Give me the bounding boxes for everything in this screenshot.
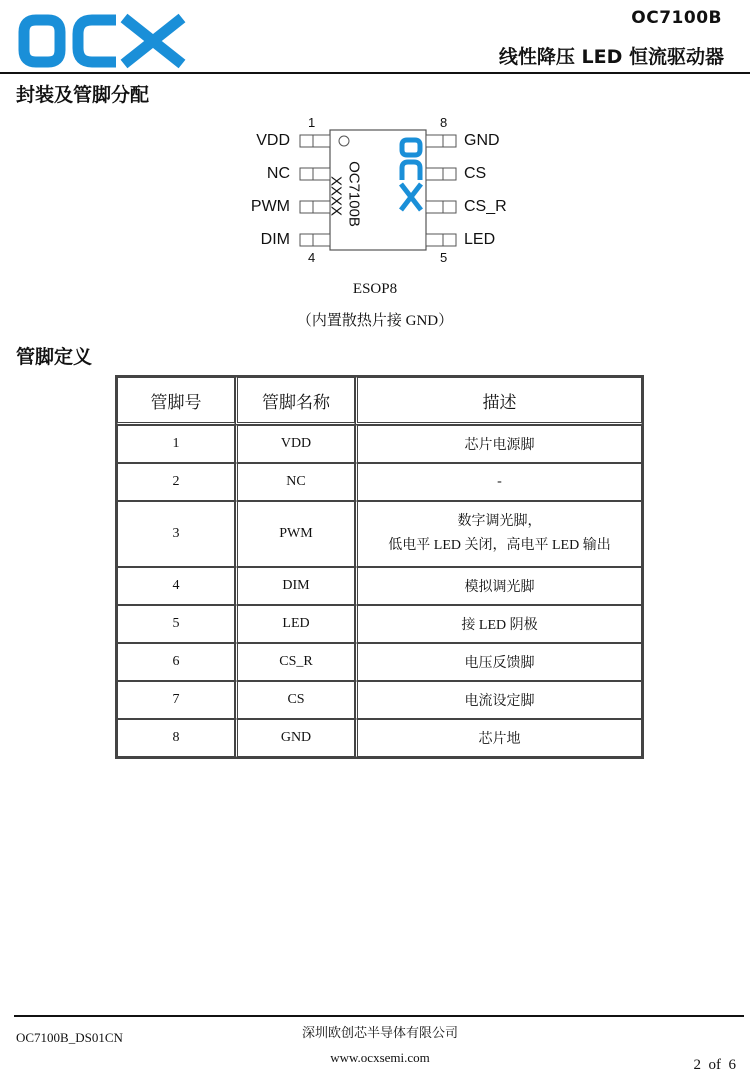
column-header-description: 描述 bbox=[355, 377, 642, 425]
pin-description-cell: 接 LED 阴极 bbox=[355, 605, 642, 643]
pin-number-cell: 4 bbox=[117, 567, 235, 605]
pin-description-cell: 芯片电源脚 bbox=[355, 425, 642, 463]
pin-number-1: 1 bbox=[308, 115, 316, 130]
package-note: （内置散热片接 GND） bbox=[296, 313, 454, 329]
pin-description-cell: 电流设定脚 bbox=[355, 681, 642, 719]
pin-description-line-2: 低电平 LED 关闭，高电平 LED 输出 bbox=[388, 538, 611, 553]
company-name: 深圳欧创芯半导体有限公司 bbox=[301, 1026, 458, 1041]
package-diagram bbox=[240, 112, 520, 272]
pin-label-cs-r: CS_R bbox=[464, 198, 507, 215]
pin-label-dim: DIM bbox=[260, 231, 290, 248]
table-row bbox=[117, 463, 642, 501]
pin-name-cell: GND bbox=[235, 719, 355, 757]
document-code: OC7100B_DS01CN bbox=[16, 1030, 123, 1045]
pin-number-cell: 6 bbox=[117, 643, 235, 681]
pin-number-cell: 7 bbox=[117, 681, 235, 719]
pin-label-pwm: PWM bbox=[250, 198, 290, 215]
column-header-pin-name: 管脚名称 bbox=[235, 377, 355, 425]
ocx-logo bbox=[18, 12, 188, 70]
table-row bbox=[117, 605, 642, 643]
pin-description-cell: 模拟调光脚 bbox=[355, 567, 642, 605]
chip-marking-lot: XXXX bbox=[327, 175, 345, 217]
pin-name-cell: VDD bbox=[235, 425, 355, 463]
pin-name-cell: CS bbox=[235, 681, 355, 719]
package-name: ESOP8 bbox=[352, 281, 398, 297]
chip-marking-part: OC7100B bbox=[345, 161, 363, 227]
pin-description-cell: 电压反馈脚 bbox=[355, 643, 642, 681]
pin-number-cell: 8 bbox=[117, 719, 235, 757]
table-header-row bbox=[117, 377, 642, 425]
pin-number-5: 5 bbox=[440, 250, 448, 265]
pin-number-cell: 1 bbox=[117, 425, 235, 463]
page-number: 2 of 6 bbox=[693, 1057, 736, 1073]
table-row bbox=[117, 681, 642, 719]
part-number: OC7100B bbox=[631, 8, 722, 28]
pin-definition-table bbox=[115, 375, 644, 759]
pin-number-8: 8 bbox=[440, 115, 448, 130]
section-title-pins: 管脚定义 bbox=[16, 346, 93, 368]
footer-divider bbox=[14, 1015, 744, 1017]
document-subtitle: 线性降压 LED 恒流驱动器 bbox=[498, 46, 724, 68]
pin-name-cell: NC bbox=[235, 463, 355, 501]
pin-description-line-1: 数字调光脚， bbox=[457, 514, 542, 529]
pin-number-cell: 2 bbox=[117, 463, 235, 501]
table-row bbox=[117, 643, 642, 681]
pin-label-cs: CS bbox=[464, 165, 487, 182]
pin-name-cell: PWM bbox=[235, 501, 355, 567]
pin-description-cell: 芯片地 bbox=[355, 719, 642, 757]
pin-name-cell: CS_R bbox=[235, 643, 355, 681]
company-url[interactable]: www.ocxsemi.com bbox=[330, 1050, 430, 1065]
pin-label-led: LED bbox=[464, 231, 496, 248]
table-row bbox=[117, 425, 642, 463]
pin-label-gnd: GND bbox=[464, 132, 500, 149]
table-row bbox=[117, 567, 642, 605]
pin-label-vdd: VDD bbox=[256, 132, 290, 149]
pin-name-cell: DIM bbox=[235, 567, 355, 605]
pin-description-cell bbox=[355, 501, 642, 567]
header-divider bbox=[0, 72, 750, 74]
pin-name-cell: LED bbox=[235, 605, 355, 643]
table-row bbox=[117, 719, 642, 757]
pin-number-cell: 3 bbox=[117, 501, 235, 567]
table-row bbox=[117, 501, 642, 567]
pin-label-nc: NC bbox=[266, 165, 290, 182]
pin-number-4: 4 bbox=[308, 250, 316, 265]
pin-number-cell: 5 bbox=[117, 605, 235, 643]
section-title-package: 封装及管脚分配 bbox=[16, 84, 150, 106]
column-header-pin-number: 管脚号 bbox=[117, 377, 235, 425]
pin-description-cell: - bbox=[355, 463, 642, 501]
